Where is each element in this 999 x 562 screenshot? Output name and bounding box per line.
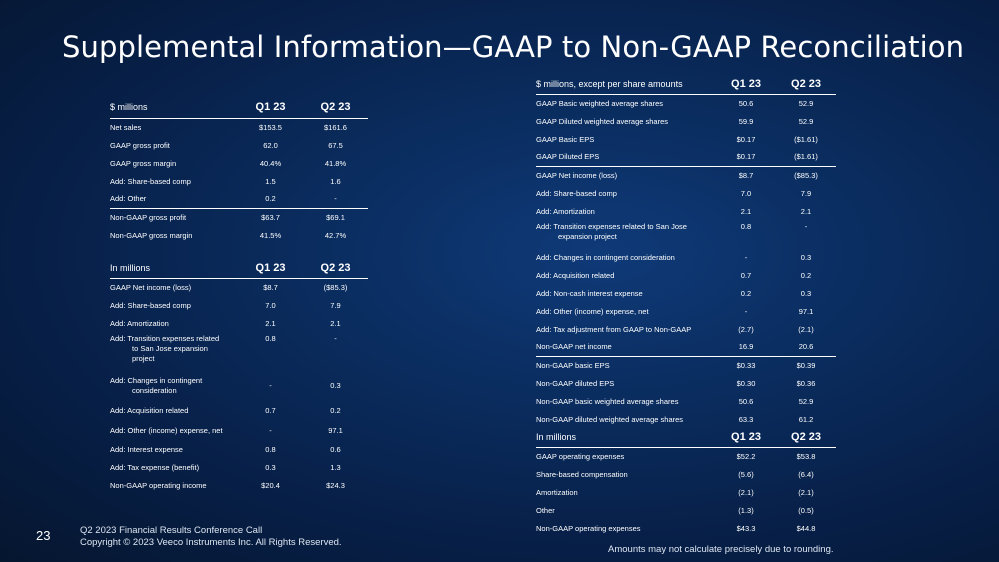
table-row — [536, 501, 836, 519]
row-q1: 7.0 — [740, 188, 752, 198]
row-label: Non-GAAP operating expenses — [536, 523, 641, 533]
row-q2: 7.9 — [330, 300, 341, 310]
row-q1: (2.7) — [738, 324, 754, 334]
table-row — [536, 447, 836, 465]
table-row — [536, 112, 836, 130]
row-q2: 0.3 — [800, 288, 812, 298]
row-q1: $153.5 — [259, 122, 282, 132]
row-q1: $8.7 — [716, 166, 776, 184]
table-row — [536, 284, 836, 302]
gross-profit-table — [110, 96, 368, 244]
row-q2: 2.1 — [330, 318, 341, 328]
row-q2: (2.1) — [798, 324, 814, 334]
table-row — [536, 266, 836, 284]
row-label: Non-GAAP gross margin — [110, 230, 193, 240]
row-q2: ($85.3) — [776, 166, 836, 184]
row-q1: 63.3 — [738, 414, 754, 424]
row-label: Add: Tax adjustment from GAAP to Non-GAAP — [536, 324, 692, 334]
row-q2: 52.9 — [798, 98, 814, 108]
row-label: Add: Other — [110, 194, 147, 204]
row-label-line: Add: Transition expenses related — [110, 334, 220, 343]
header-label: In millions — [110, 258, 238, 278]
table-row — [536, 248, 836, 266]
operating-expenses-table — [536, 428, 836, 537]
table-row — [110, 476, 368, 494]
table-row — [110, 208, 368, 226]
row-q1: $20.4 — [261, 480, 280, 490]
header-label: $ millions — [110, 96, 238, 118]
row-label: Add: Amortization — [110, 318, 169, 328]
row-label: Add: Tax expense (benefit) — [110, 462, 200, 472]
table-row — [536, 356, 836, 374]
row-q1: 0.8 — [265, 334, 276, 343]
row-label: GAAP Diluted EPS — [536, 152, 600, 162]
row-q2: 41.8% — [324, 158, 347, 168]
row-q1: $52.2 — [736, 451, 756, 461]
table-header — [536, 74, 836, 94]
row-q1: $63.7 — [238, 208, 303, 226]
table-row — [536, 220, 836, 248]
row-q1: 41.5% — [259, 230, 282, 240]
row-label: Add: Share-based comp — [536, 188, 617, 198]
header-q1: Q1 23 — [238, 96, 303, 118]
row-label: Non-GAAP net income — [536, 342, 612, 352]
row-q1: $43.3 — [736, 523, 756, 533]
table-row — [536, 320, 836, 338]
row-q1: $0.33 — [716, 356, 776, 374]
row-q2: ($1.61) — [794, 152, 818, 162]
table-header — [110, 96, 368, 118]
row-q2: 42.7% — [324, 230, 347, 240]
table-row — [536, 374, 836, 392]
row-q1: 16.9 — [738, 342, 754, 352]
row-q1: 50.6 — [738, 396, 754, 406]
table-row — [536, 338, 836, 356]
row-q1: 0.3 — [265, 462, 276, 472]
row-label: Add: Non-cash interest expense — [536, 288, 643, 298]
row-q1: - — [269, 380, 272, 390]
row-label — [536, 220, 716, 248]
row-label: GAAP gross profit — [110, 140, 170, 150]
row-q1: 0.2 — [740, 288, 752, 298]
row-q2: 2.1 — [800, 206, 812, 216]
row-label-line: consideration — [132, 386, 177, 395]
row-label: GAAP Basic EPS — [536, 134, 595, 144]
row-label: GAAP Net income (loss) — [536, 166, 716, 184]
footer — [80, 525, 342, 549]
table-row — [110, 226, 368, 244]
row-label: Add: Other (income) expense, net — [110, 425, 223, 435]
row-label: GAAP Diluted weighted average shares — [536, 116, 669, 126]
row-q2: 7.9 — [800, 188, 812, 198]
row-q2: - — [334, 194, 337, 204]
row-q2: (6.4) — [798, 469, 814, 479]
row-label: Non-GAAP diluted EPS — [536, 378, 615, 388]
row-q1: 0.2 — [265, 194, 276, 204]
row-q1: 62.0 — [263, 140, 278, 150]
row-label: Non-GAAP basic EPS — [536, 356, 716, 374]
table-row — [536, 392, 836, 410]
row-label: Add: Acquisition related — [536, 270, 615, 280]
row-q2: ($1.61) — [794, 134, 818, 144]
row-q1: 1.5 — [265, 176, 276, 186]
row-q1: $0.17 — [736, 134, 756, 144]
table-row — [110, 136, 368, 154]
row-label: Non-GAAP operating income — [110, 480, 207, 490]
row-label: Add: Acquisition related — [110, 405, 189, 415]
table-row — [536, 202, 836, 220]
row-q1: 0.8 — [740, 222, 752, 231]
row-label: Other — [536, 505, 555, 515]
row-q2: - — [334, 334, 337, 343]
table-row — [536, 465, 836, 483]
table-row — [536, 166, 836, 184]
eps-reconciliation-table — [536, 74, 836, 428]
row-q1: 59.9 — [738, 116, 754, 126]
row-q1: 0.8 — [265, 444, 276, 454]
row-label: Add: Changes in contingent consideration — [536, 252, 675, 262]
footer-event: Q2 2023 Financial Results Conference Call — [80, 525, 263, 536]
header-label: $ millions, except per share amounts — [536, 74, 716, 94]
row-q2: 61.2 — [798, 414, 814, 424]
table-row — [110, 458, 368, 476]
row-q1: 2.1 — [265, 318, 276, 328]
row-label: Net sales — [110, 122, 142, 132]
row-label — [110, 332, 238, 370]
table-row — [110, 314, 368, 332]
row-q2: 0.6 — [330, 444, 341, 454]
row-label: Add: Other (income) expense, net — [536, 306, 649, 316]
row-q1: (2.1) — [738, 487, 754, 497]
header-q2: Q2 23 — [776, 74, 836, 94]
row-label-line: to San Jose expansion — [132, 344, 208, 353]
table-row — [536, 184, 836, 202]
row-label: Amortization — [536, 487, 578, 497]
row-label: Non-GAAP diluted weighted average shares — [536, 414, 684, 424]
table-row — [536, 130, 836, 148]
row-label-line: expansion project — [558, 232, 617, 241]
row-label: Non-GAAP basic weighted average shares — [536, 396, 679, 406]
row-label-line: Add: Transition expenses related to San Jose — [536, 222, 687, 231]
row-q2: 20.6 — [798, 342, 814, 352]
row-label: GAAP gross margin — [110, 158, 177, 168]
row-q1: 40.4% — [259, 158, 282, 168]
row-label: GAAP operating expenses — [536, 451, 625, 461]
row-q1: $8.7 — [263, 282, 278, 292]
row-q2: $44.8 — [796, 523, 816, 533]
page-number: 23 — [36, 528, 51, 543]
row-label: Add: Share-based comp — [110, 176, 191, 186]
table-row — [536, 519, 836, 537]
row-q1: (1.3) — [738, 505, 754, 515]
row-q2: 1.3 — [330, 462, 341, 472]
row-q1: 2.1 — [740, 206, 752, 216]
header-q1: Q1 23 — [716, 74, 776, 94]
table-row — [110, 400, 368, 420]
row-q2: 97.1 — [328, 425, 343, 435]
table-row — [110, 420, 368, 440]
row-q2: 0.3 — [800, 252, 812, 262]
row-label: Add: Amortization — [536, 206, 595, 216]
header-label: In millions — [536, 428, 716, 447]
table-row — [110, 118, 368, 136]
row-q1: $0.30 — [736, 378, 756, 388]
row-label: Add: Interest expense — [110, 444, 183, 454]
row-q2: 97.1 — [798, 306, 814, 316]
row-q1: (5.6) — [738, 469, 754, 479]
row-q2: $24.3 — [326, 480, 345, 490]
row-q2: 1.6 — [330, 176, 341, 186]
row-q1: 7.0 — [265, 300, 276, 310]
row-q2: 67.5 — [328, 140, 343, 150]
rounding-disclaimer: Amounts may not calculate precisely due to rounding. — [608, 544, 834, 555]
row-q1: 50.6 — [738, 98, 754, 108]
header-q1: Q1 23 — [716, 428, 776, 447]
row-q1: - — [744, 306, 748, 316]
header-q2: Q2 23 — [303, 258, 368, 278]
row-q2: 0.2 — [800, 270, 812, 280]
row-q2: 0.2 — [330, 405, 341, 415]
row-q1: - — [269, 425, 272, 435]
table-row — [110, 440, 368, 458]
row-q2: - — [804, 222, 808, 231]
row-q2: $161.6 — [324, 122, 347, 132]
row-q2: $69.1 — [303, 208, 368, 226]
row-q1: - — [744, 252, 748, 262]
row-q2: 52.9 — [798, 396, 814, 406]
table-row — [110, 172, 368, 190]
table-row — [536, 94, 836, 112]
table-row — [536, 302, 836, 320]
row-label — [110, 370, 238, 400]
table-row — [536, 483, 836, 501]
table-row — [536, 148, 836, 166]
row-label: Add: Share-based comp — [110, 300, 191, 310]
table-row — [110, 190, 368, 208]
table-row — [110, 370, 368, 400]
row-q2: (2.1) — [798, 487, 814, 497]
row-q1: $0.17 — [736, 152, 756, 162]
row-q2: $0.36 — [796, 378, 816, 388]
table-header — [110, 258, 368, 278]
row-label-line: project — [132, 354, 155, 363]
table-row — [536, 410, 836, 428]
row-q1: 0.7 — [265, 405, 276, 415]
operating-income-table — [110, 258, 368, 494]
row-label: GAAP Net income (loss) — [110, 282, 192, 292]
row-q1: 0.7 — [740, 270, 752, 280]
row-q2: $0.39 — [776, 356, 836, 374]
row-label: Share-based compensation — [536, 469, 628, 479]
table-row — [110, 278, 368, 296]
header-q2: Q2 23 — [776, 428, 836, 447]
table-row — [110, 296, 368, 314]
row-label-line: Add: Changes in contingent — [110, 376, 203, 385]
row-q2: 0.3 — [330, 380, 341, 390]
header-q1: Q1 23 — [238, 258, 303, 278]
row-label: Non-GAAP gross profit — [110, 208, 238, 226]
slide-title: Supplemental Information—GAAP to Non-GAAP Reconciliation — [62, 30, 965, 64]
table-row — [110, 332, 368, 370]
footer-copyright: Copyright © 2023 Veeco Instruments Inc. All Rights Reserved. — [80, 537, 342, 548]
header-q2: Q2 23 — [303, 96, 368, 118]
row-q2: ($85.3) — [323, 282, 348, 292]
row-q2: $53.8 — [796, 451, 816, 461]
row-q2: (0.5) — [798, 505, 814, 515]
table-header — [536, 428, 836, 447]
table-row — [110, 154, 368, 172]
row-label: GAAP Basic weighted average shares — [536, 98, 664, 108]
row-q2: 52.9 — [798, 116, 814, 126]
